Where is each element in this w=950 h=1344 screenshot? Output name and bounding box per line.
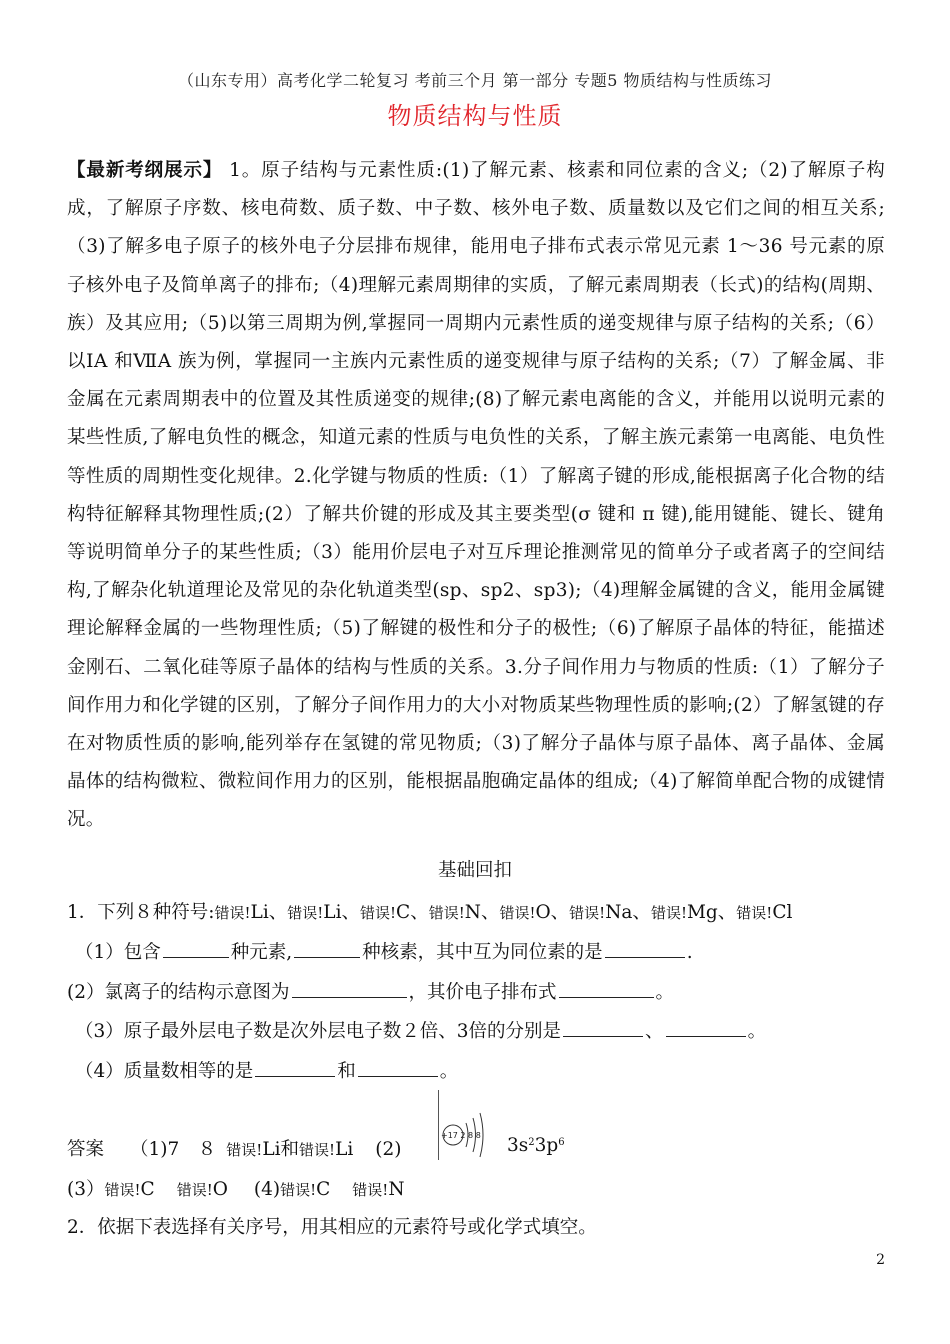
svg-text:+17 2 8 8: +17 2 8 8 <box>441 1131 481 1140</box>
question-1-part-3: （3）原子最外层电子数是次外层电子数２倍、3倍的分别是 、 。 <box>75 1021 767 1042</box>
document-title: 物质结构与性质 <box>387 102 563 130</box>
page-number: 2 <box>876 1252 885 1268</box>
question-2: 2．依据下表选择有关序号，用其相应的元素符号或化学式填空。 <box>67 1217 597 1238</box>
answer-blank[interactable] <box>255 1060 335 1077</box>
answer-label: 答案 <box>67 1139 105 1160</box>
question-1-stem: 1．下列８种符号:错误!Li、错误!Li、错误!C、错误!N、错误!O、错误!Na、错误!Mg、错误!Cl <box>67 902 793 923</box>
answer-line-2: (3）错误!C 错误!O (4)错误!C 错误!N <box>67 1179 405 1200</box>
section-title: 基础回扣 <box>437 860 512 881</box>
syllabus-tag: 【最新考纲展示】 <box>67 160 223 181</box>
chloride-ion-structure-diagram <box>438 1090 489 1160</box>
answer-line-1: 答案 （1)7 ８ 错误!Li和错误!Li (2) $3s^23p^6$ <box>67 1135 565 1160</box>
source-line: （山东专用）高考化学二轮复习 考前三个月 第一部分 专题5 物质结构与性质练习 <box>177 71 773 90</box>
syllabus-paragraph <box>67 152 885 840</box>
answer-blank[interactable] <box>559 981 654 998</box>
answer-blank[interactable] <box>605 941 685 958</box>
answer-blank[interactable] <box>163 941 229 958</box>
question-1-part-2: (2）氯离子的结构示意图为 ，其价电子排布式 。 <box>67 982 675 1003</box>
answer-blank[interactable] <box>358 1060 438 1077</box>
syllabus-text: 1。原子结构与元素性质:(1)了解元素、核素和同位素的含义;（2)了解原子构成，了解原子序数、核电荷数、质子数、中子数、核外电子数、质量数以及它们之间的相互关系;（3)了解多电子原子的核外电子分层排布规律，能用电子排布式表示常见元素 1～36 号元素的原子核外电子及简单离子的排布;（4)理解元素周期律的实质，了解元素周期表（长式)的结构(周期、族）及其应用;（5)以第三周期为例,掌握同一周期内元素性质的递变规律与原子结构的关系;（6）以ⅠA 和ⅦA 族为例，掌握同一主族内元素性质的递变规律与原子结构的关系;（7）了解金属、非金属在元素周期表中的位置及其性质递变的规律;(8)了解元素电离能的含义，并能用以说明元素的某些性质,了解电负性的概念，知道元素的性质与电负性的关系，了解主族元素第一电离能、电负性等性质的周期性变化规律。2.化学键与物质的性质:（1）了解离子键的形成,能根据离子化合物的结构特征解释其物理性质;(2）了解共价键的形成及其主要类型(σ 键和 π 键),能用键能、键长、键角等说明简单分子的某些性质;（3）能用价层电子对互斥理论推测常见的简单分子或者离子的空间结构,了解杂化轨道理论及常见的杂化轨道类型(sp、sp2、sp3);（4)理解金属键的含义，能用金属键理论解释金属的一些物理性质;（5)了解键的极性和分子的极性;（6)了解原子晶体的特征，能描述金刚石、二氧化硅等原子晶体的结构与性质的关系。3.分子间作用力与物质的性质:（1）了解分子间作用力和化学键的区别，了解分子间作用力的大小对物质某些物理性质的影响;(2）了解氢键的存在对物质性质的影响,能列举存在氢键的常见物质;（3)了解分子晶体与原子晶体、离子晶体、金属晶体的结构微粒、微粒间作用力的区别，能根据晶胞确定晶体的组成;（4)了解简单配合物的成键情况。 <box>67 160 885 831</box>
answer-blank[interactable] <box>292 981 407 998</box>
question-1-part-1: （1）包含 种元素, 种核素，其中互为同位素的是 . <box>75 942 693 963</box>
answer-blank[interactable] <box>563 1020 643 1037</box>
answer-blank[interactable] <box>294 941 360 958</box>
atom-shell-icon <box>439 1090 489 1160</box>
answer-blank[interactable] <box>666 1020 746 1037</box>
question-1-part-4: （4）质量数相等的是 和 。 <box>75 1061 459 1082</box>
